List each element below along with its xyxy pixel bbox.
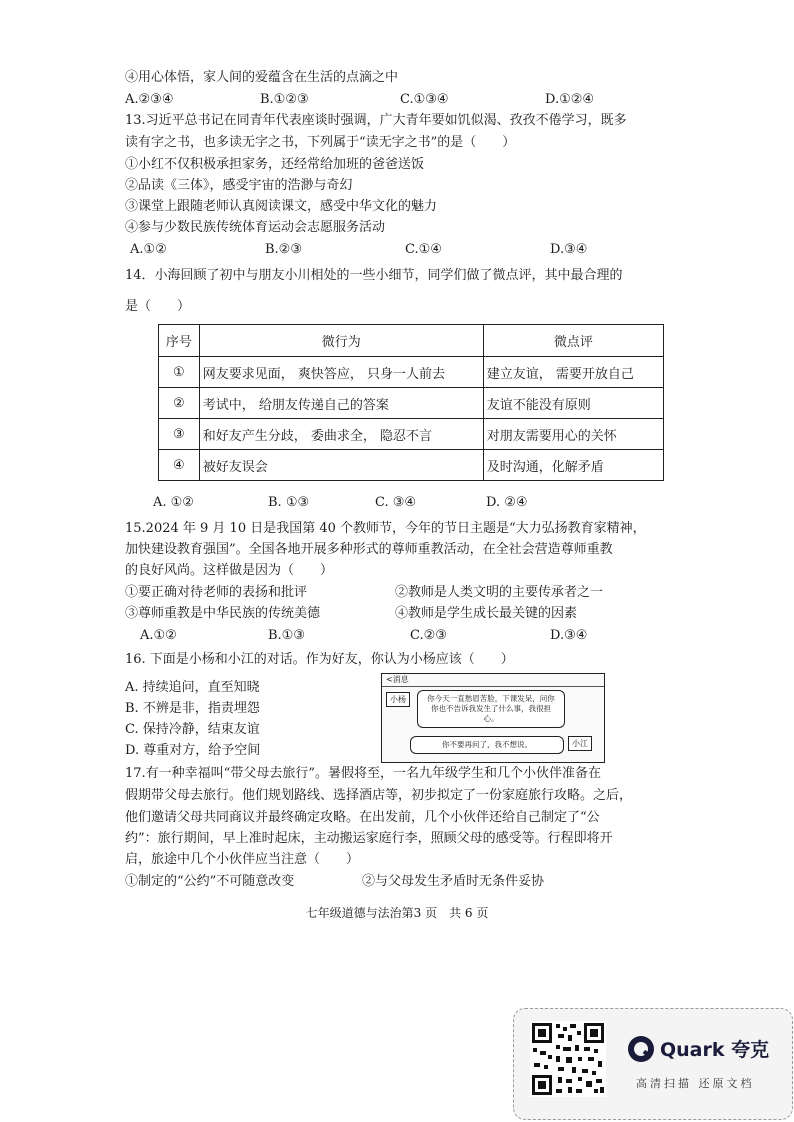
q13-choice-4: ④参与少数民族传统体育运动会志愿服务活动 [125,220,386,235]
q13-option-b: B.②③ [265,242,302,257]
quark-tagline: 高清扫描 还原文档 [636,1077,755,1090]
q15-choice-2: ②教师是人类文明的主要传承者之一 [395,585,604,600]
q14-stem-2: 是（ ） [125,299,191,314]
q14-table [158,324,664,481]
q15-option-a: A.①② [140,628,177,643]
table-header-number: 序号 [159,325,200,357]
table-cell: 考试中， 给朋友传递自己的答案 [199,388,483,419]
table-cell: ④ [159,450,200,481]
q13-choice-3: ③课堂上跟随老师认真阅读课文，感受中华文化的魅力 [125,199,438,214]
q17-stem-2: 假期带父母去旅行。他们规划路线、选择酒店等，初步拟定了一份家庭旅行攻略。之后， [125,788,633,803]
q12-option-c: C.①③④ [400,92,449,107]
quark-brand: Quark 夸克 [660,1039,770,1061]
table-cell: 对朋友需要用心的关怀 [483,419,663,450]
chat-name-jiang: 小江 [568,736,592,751]
q13-choice-1: ①小红不仅积极承担家务，还经常给加班的爸爸送饭 [125,157,425,172]
q14-options [153,493,713,513]
q13-options [130,240,690,260]
q17-stem-4: 约”：旅行期间，早上准时起床，主动搬运家庭行李，照顾父母的感受等。行程即将开 [125,831,613,846]
q12-choice-4: ④用心体悟，家人间的爱蕴含在生活的点滴之中 [125,70,399,85]
q14-option-a: A. ①② [153,495,194,510]
table-cell: 网友要求见面， 爽快答应， 只身一人前去 [199,357,483,388]
q15-option-d: D.③④ [550,628,588,643]
table-cell: ② [159,388,200,419]
q15-choice-1: ①要正确对待老师的表扬和批评 [125,585,308,600]
table-header-comment: 微点评 [483,325,663,357]
q17-choice-2: ②与父母发生矛盾时无条件妥协 [362,874,545,889]
chat-name-yang: 小杨 [386,692,410,707]
q15-option-b: B.①③ [268,628,305,643]
q13-stem-2: 读有字之书，也多读无字之书，下列属于“读无字之书”的是（ ） [125,135,516,150]
q13-option-a: A.①② [130,242,167,257]
table-cell: ① [159,357,200,388]
q14-option-b: B. ①③ [268,495,310,510]
page-footer: 七年级道德与法治第3 页 共 6 页 [305,906,489,920]
q13-option-c: C.①④ [405,242,442,257]
q12-option-b: B.①②③ [260,92,309,107]
q17-stem-1: 17.有一种幸福叫“带父母去旅行”。暑假将至，一名九年级学生和几个小伙伴准备在 [125,766,601,781]
quark-watermark [513,1008,793,1120]
table-row [159,388,664,419]
quark-logo-icon [628,1036,654,1062]
q12-option-d: D.①②④ [545,92,595,107]
q13-stem-1: 13.习近平总书记在同青年代表座谈时强调，广大青年要如饥似渴、孜孜不倦学习，既多 [125,113,627,128]
table-header-row [159,325,664,357]
q14-option-c: C. ③④ [375,495,417,510]
table-cell: 及时沟通，化解矛盾 [483,450,663,481]
chat-message-jiang: 你不要再问了，我不想说。 [410,736,564,754]
table-cell: ③ [159,419,200,450]
q16-option-b: B. 不辨是非，指责埋怨 [125,701,260,716]
q15-stem-3: 的良好风尚。这样做是因为（ ） [125,563,334,578]
q17-stem-5: 启，旅途中几个小伙伴应当注意（ ） [125,852,360,867]
q13-option-d: D.③④ [550,242,588,257]
q14-option-d: D. ②④ [486,495,528,510]
table-row [159,450,664,481]
table-cell: 被好友误会 [199,450,483,481]
q17-choice-1: ①制定的“公约”不可随意改变 [125,874,295,889]
q15-choice-3: ③尊师重教是中华民族的传统美德 [125,606,321,621]
chat-figure [381,673,605,763]
q16-option-a: A. 持续追问，直至知晓 [125,680,260,695]
chat-title: <消息 [382,674,604,687]
table-cell: 友谊不能没有原则 [483,388,663,419]
q14-stem-1: 14．小海回顾了初中与朋友小川相处的一些小细节，同学们做了微点评，其中最合理的 [125,268,623,283]
table-row [159,419,664,450]
q15-choice-4: ④教师是学生成长最关键的因素 [395,606,578,621]
table-header-behavior: 微行为 [199,325,483,357]
q15-stem-2: 加快建设教育强国”。全国各地开展多种形式的尊师重教活动，在全社会营造尊师重教 [125,542,613,557]
qr-code-icon [530,1021,606,1097]
chat-message-yang: 你今天一直愁眉苦脸，下课发呆，问你你也不告诉我发生了什么事，我很担心。 [417,690,565,728]
q13-choice-2: ②品读《三体》，感受宇宙的浩渺与奇幻 [125,178,353,193]
q15-stem-1: 15.2024 年 9 月 10 日是我国第 40 个教师节，今年的节日主题是“大力弘扬教育家精神， [125,521,646,536]
q12-options [125,90,685,110]
q17-stem-3: 他们邀请父母共同商议并最终确定攻略。在出发前，几个小伙伴还给自己制定了“公 [125,810,600,825]
q12-option-a: A.②③④ [125,92,174,107]
table-row [159,357,664,388]
table-cell: 建立友谊， 需要开放自己 [483,357,663,388]
q16-stem: 16. 下面是小杨和小江的对话。作为好友，你认为小杨应该（ ） [125,652,514,667]
table-cell: 和好友产生分歧， 委曲求全， 隐忍不言 [199,419,483,450]
quark-logo [628,1035,769,1062]
q15-option-c: C.②③ [410,628,447,643]
q15-options [140,626,700,646]
q16-option-c: C. 保持冷静，结束友谊 [125,722,260,737]
q16-option-d: D. 尊重对方，给予空间 [125,743,261,758]
